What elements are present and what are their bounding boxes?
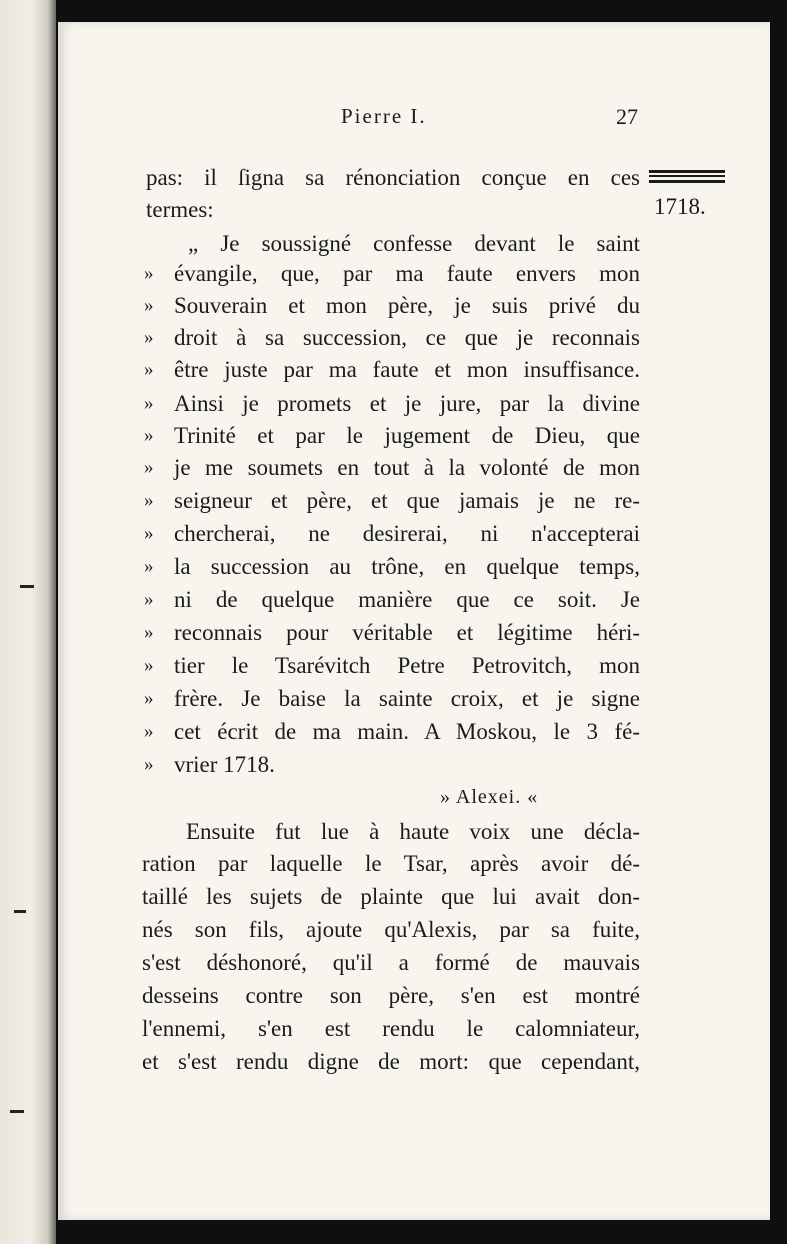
quote-marker: » [144,655,154,676]
body-line: pas: il ſigna sa rénonciation conçue en ces [146,165,640,190]
quote-marker: » [144,589,154,610]
paragraph-line: s'est déshonoré, qu'il a formé de mauvais [142,950,640,975]
quote-line: tier le Tsarévitch Petre Petrovitch, mon [174,653,640,678]
body-line: termes: [146,197,214,222]
page-number: 27 [616,104,638,129]
quote-marker: » [144,490,154,511]
paragraph-line: l'ennemi, s'en est rendu le calomniateur, [142,1016,640,1041]
quote-line: Souverain et mon père, je suis privé du [174,293,640,318]
quote-line: reconnais pour véritable et légitime héri- [174,620,640,645]
quote-line: seigneur et père, et que jamais je ne re- [174,488,640,513]
quote-marker: » [144,263,154,284]
paragraph-line: nés son fils, ajoute qu'Alexis, par sa fuite, [142,917,640,942]
quote-marker: » [144,457,154,478]
quote-marker: » [144,721,154,742]
quote-marker: » [144,622,154,643]
quote-line: droit à sa succession, ce que je reconnais [174,325,640,350]
margin-year-note: 1718. [654,194,706,219]
quote-opening-line: „ Je soussigné confesse devant le saint [188,231,640,256]
binding-mark [20,585,34,588]
quote-marker: » [144,754,154,775]
margin-rule [649,175,725,177]
paragraph-line: ration par laquelle le Tsar, après avoir dé- [142,851,640,876]
quote-marker: » [144,327,154,348]
quote-line: Ainsi je promets et je jure, par la divine [174,391,640,416]
running-head: Pierre I. [341,104,427,128]
paragraph-line: Ensuite fut lue à haute voix une décla- [186,819,640,844]
quote-marker: » [144,523,154,544]
quote-line: ni de quelque manière que ce soit. Je [174,587,640,612]
quote-marker: » [144,556,154,577]
facing-page-edge [0,0,56,1244]
binding-mark [14,910,26,913]
binding-mark [10,1110,24,1113]
quote-line: Trinité et par le jugement de Dieu, que [174,423,640,448]
quote-line: je me soumets en tout à la volonté de mon [174,455,640,480]
quote-marker: » [144,359,154,380]
quote-marker: » [144,688,154,709]
quote-line: chercherai, ne desirerai, ni n'accepterai [174,521,640,546]
paragraph-line: et s'est rendu digne de mort: que cependant, [142,1049,640,1074]
quote-line: évangile, que, par ma faute envers mon [174,261,640,286]
quote-marker: » [144,425,154,446]
quote-marker: » [144,393,154,414]
paragraph-line: taillé les sujets de plainte que lui avait don- [142,884,640,909]
quote-line: vrier 1718. [174,752,275,777]
quote-line: cet écrit de ma main. A Moskou, le 3 fé- [174,719,640,744]
paragraph-line: desseins contre son père, s'en est montré [142,983,640,1008]
quote-marker: » [144,295,154,316]
signature-line: » Alexei. « [440,786,539,808]
quote-line: la succession au trône, en quelque temps, [174,554,640,579]
margin-rule [649,170,725,173]
quote-line: être juste par ma faute et mon insuffisance. [174,357,640,382]
margin-rule [649,180,725,183]
quote-line: frère. Je baise la sainte croix, et je signe [174,686,640,711]
